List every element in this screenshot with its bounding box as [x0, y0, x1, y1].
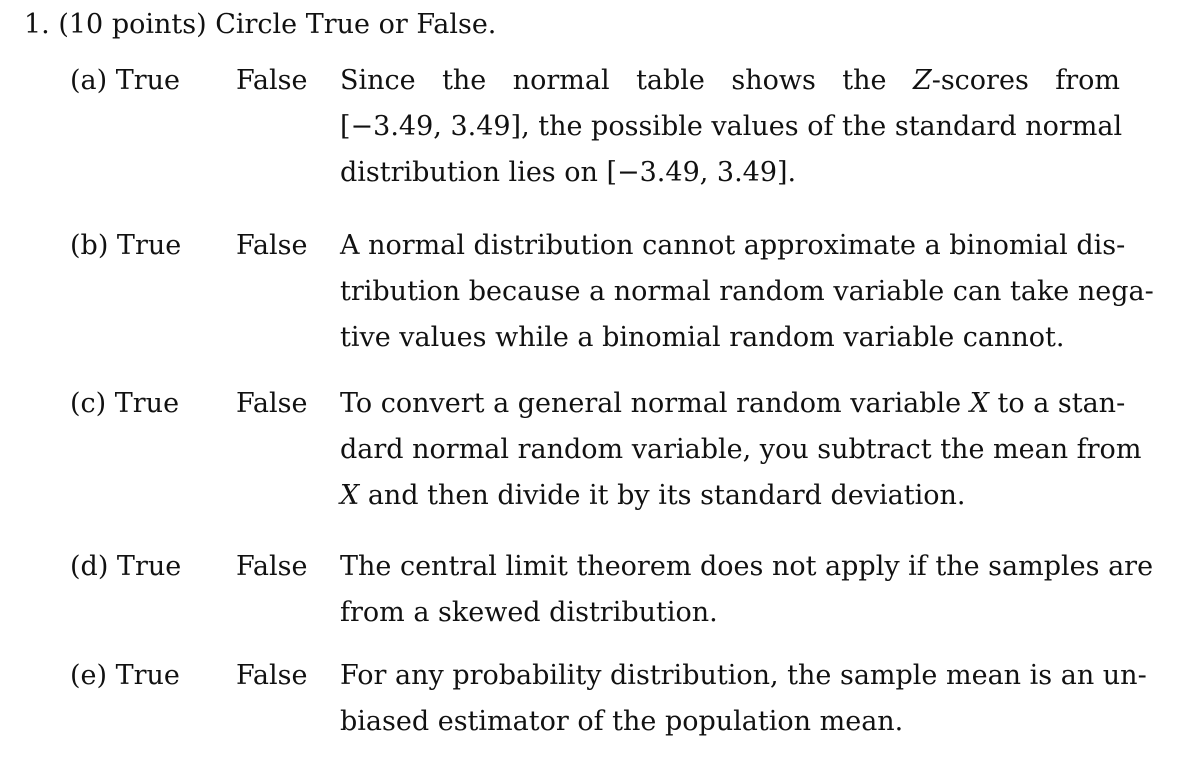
item-c-true-option[interactable]: (c) True: [70, 388, 180, 419]
item-b-statement: [340, 223, 1154, 361]
item-d-statement: [340, 544, 1154, 636]
item-e-line-1: For any probability distribution, the sample mean is an un-: [340, 660, 1147, 691]
item-c-line-2: dard normal random variable, you subtract the mean from: [340, 434, 1142, 465]
item-e-line-2: biased estimator of the population mean.: [340, 706, 904, 737]
item-d-line-2: from a skewed distribution.: [340, 597, 718, 628]
item-b-false-option[interactable]: False: [236, 230, 308, 261]
item-c-line-1: To convert a general normal random variable X to a stan-: [340, 388, 1126, 419]
item-a-line-2: [−3.49, 3.49], the possible values of the standard normal: [340, 111, 1123, 142]
item-c-false-option[interactable]: False: [236, 388, 308, 419]
item-b-line-2: tribution because a normal random variable can take nega-: [340, 276, 1154, 307]
item-a-statement: [340, 58, 1123, 196]
item-b-line-3: tive values while a binomial random variable cannot.: [340, 322, 1065, 353]
item-a-line-3: distribution lies on [−3.49, 3.49].: [340, 157, 797, 188]
item-a-false-option[interactable]: False: [236, 65, 308, 96]
item-d-false-option[interactable]: False: [236, 551, 308, 582]
item-c-line-3: X and then divide it by its standard deviation.: [340, 480, 966, 511]
item-d-true-option[interactable]: (d) True: [70, 551, 182, 582]
item-e-false-option[interactable]: False: [236, 660, 308, 691]
item-b-true-option[interactable]: (b) True: [70, 230, 182, 261]
item-b-line-1: A normal distribution cannot approximate a binomial dis-: [340, 230, 1126, 261]
item-a-line-1: Since the normal table shows the Z-scores from: [340, 65, 1121, 96]
item-a-true-option[interactable]: (a) True: [70, 65, 181, 96]
item-c-statement: [340, 381, 1142, 519]
question-header: 1. (10 points) Circle True or False.: [24, 9, 497, 40]
item-e-statement: [340, 653, 1147, 745]
item-e-true-option[interactable]: (e) True: [70, 660, 180, 691]
item-d-line-1: The central limit theorem does not apply if the samples are: [340, 551, 1154, 582]
